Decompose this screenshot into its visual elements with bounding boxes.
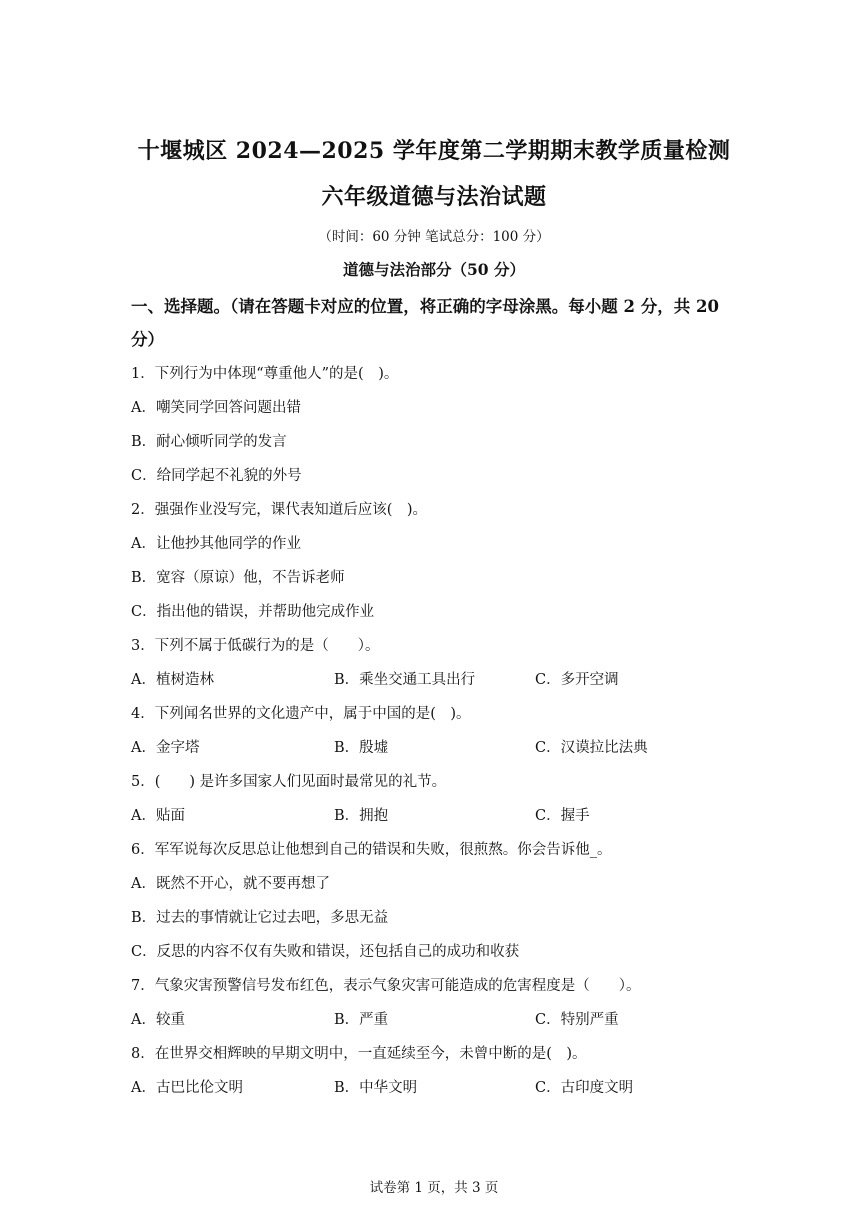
option: B．耐心倾听同学的发言 [131, 434, 287, 450]
option: C．反思的内容不仅有失败和错误，还包括自己的成功和收获 [131, 944, 520, 960]
option-row [131, 731, 741, 765]
section-instructions: 一、选择题。（请在答题卡对应的位置，将正确的字母涂黑。每小题 2 分，共 20 分） [131, 297, 719, 349]
exam-title: 十堰城区 2024—2025 学年度第二学期期末教学质量检测 [137, 138, 731, 164]
question-stem: 1．下列行为中体现“尊重他人”的是( )。 [131, 366, 399, 382]
question-stem: 4．下列闻名世界的文化遗产中，属于中国的是( )。 [131, 706, 471, 722]
option: B．拥抱 [334, 808, 389, 824]
option: A．古巴比伦文明 [131, 1080, 243, 1096]
option-row [131, 1003, 741, 1037]
option: B．殷墟 [334, 740, 389, 756]
question-stem: 6．军军说每次反思总让他想到自己的错误和失败，很煎熬。你会告诉他_。 [131, 842, 612, 858]
option: C．古印度文明 [535, 1080, 634, 1096]
option: C．握手 [535, 808, 590, 824]
option: A．嘲笑同学回答问题出错 [131, 400, 301, 416]
option-row [131, 1071, 741, 1105]
option: C．指出他的错误，并帮助他完成作业 [131, 604, 375, 620]
option: A．让他抄其他同学的作业 [131, 536, 301, 552]
question-list [131, 357, 741, 1105]
option: B．过去的事情就让它过去吧，多思无益 [131, 910, 389, 926]
exam-meta: （时间：60 分钟 笔试总分：100 分） [318, 229, 550, 245]
option: C．特别严重 [535, 1012, 619, 1028]
question-stem: 7．气象灾害预警信号发布红色，表示气象灾害可能造成的危害程度是（ ）。 [131, 978, 641, 994]
exam-subtitle: 六年级道德与法治试题 [321, 184, 547, 210]
option: B．宽容（原谅）他，不告诉老师 [131, 570, 345, 586]
option: C．多开空调 [535, 672, 619, 688]
question-stem: 2．强强作业没写完，课代表知道后应该( )。 [131, 502, 428, 518]
question-stem: 3．下列不属于低碳行为的是（ ）。 [131, 638, 380, 654]
option-row [131, 663, 741, 697]
option: C．给同学起不礼貌的外号 [131, 468, 302, 484]
option: A．金字塔 [131, 740, 200, 756]
option: A．较重 [131, 1012, 185, 1028]
option: A．贴面 [131, 808, 185, 824]
question-stem: 5．( ) 是许多国家人们见面时最常见的礼节。 [131, 774, 447, 790]
question-stem: 8．在世界交相辉映的早期文明中，一直延续至今，未曾中断的是( )。 [131, 1046, 587, 1062]
page-footer: 试卷第 1 页，共 3 页 [369, 1180, 499, 1196]
section-heading: 道德与法治部分（50 分） [343, 260, 525, 279]
option: B．中华文明 [334, 1080, 418, 1096]
option: B．乘坐交通工具出行 [334, 672, 476, 688]
option: C．汉谟拉比法典 [535, 740, 648, 756]
option: A．既然不开心，就不要再想了 [131, 876, 330, 892]
option: B．严重 [334, 1012, 389, 1028]
option-row [131, 799, 741, 833]
option: A．植树造林 [131, 672, 214, 688]
